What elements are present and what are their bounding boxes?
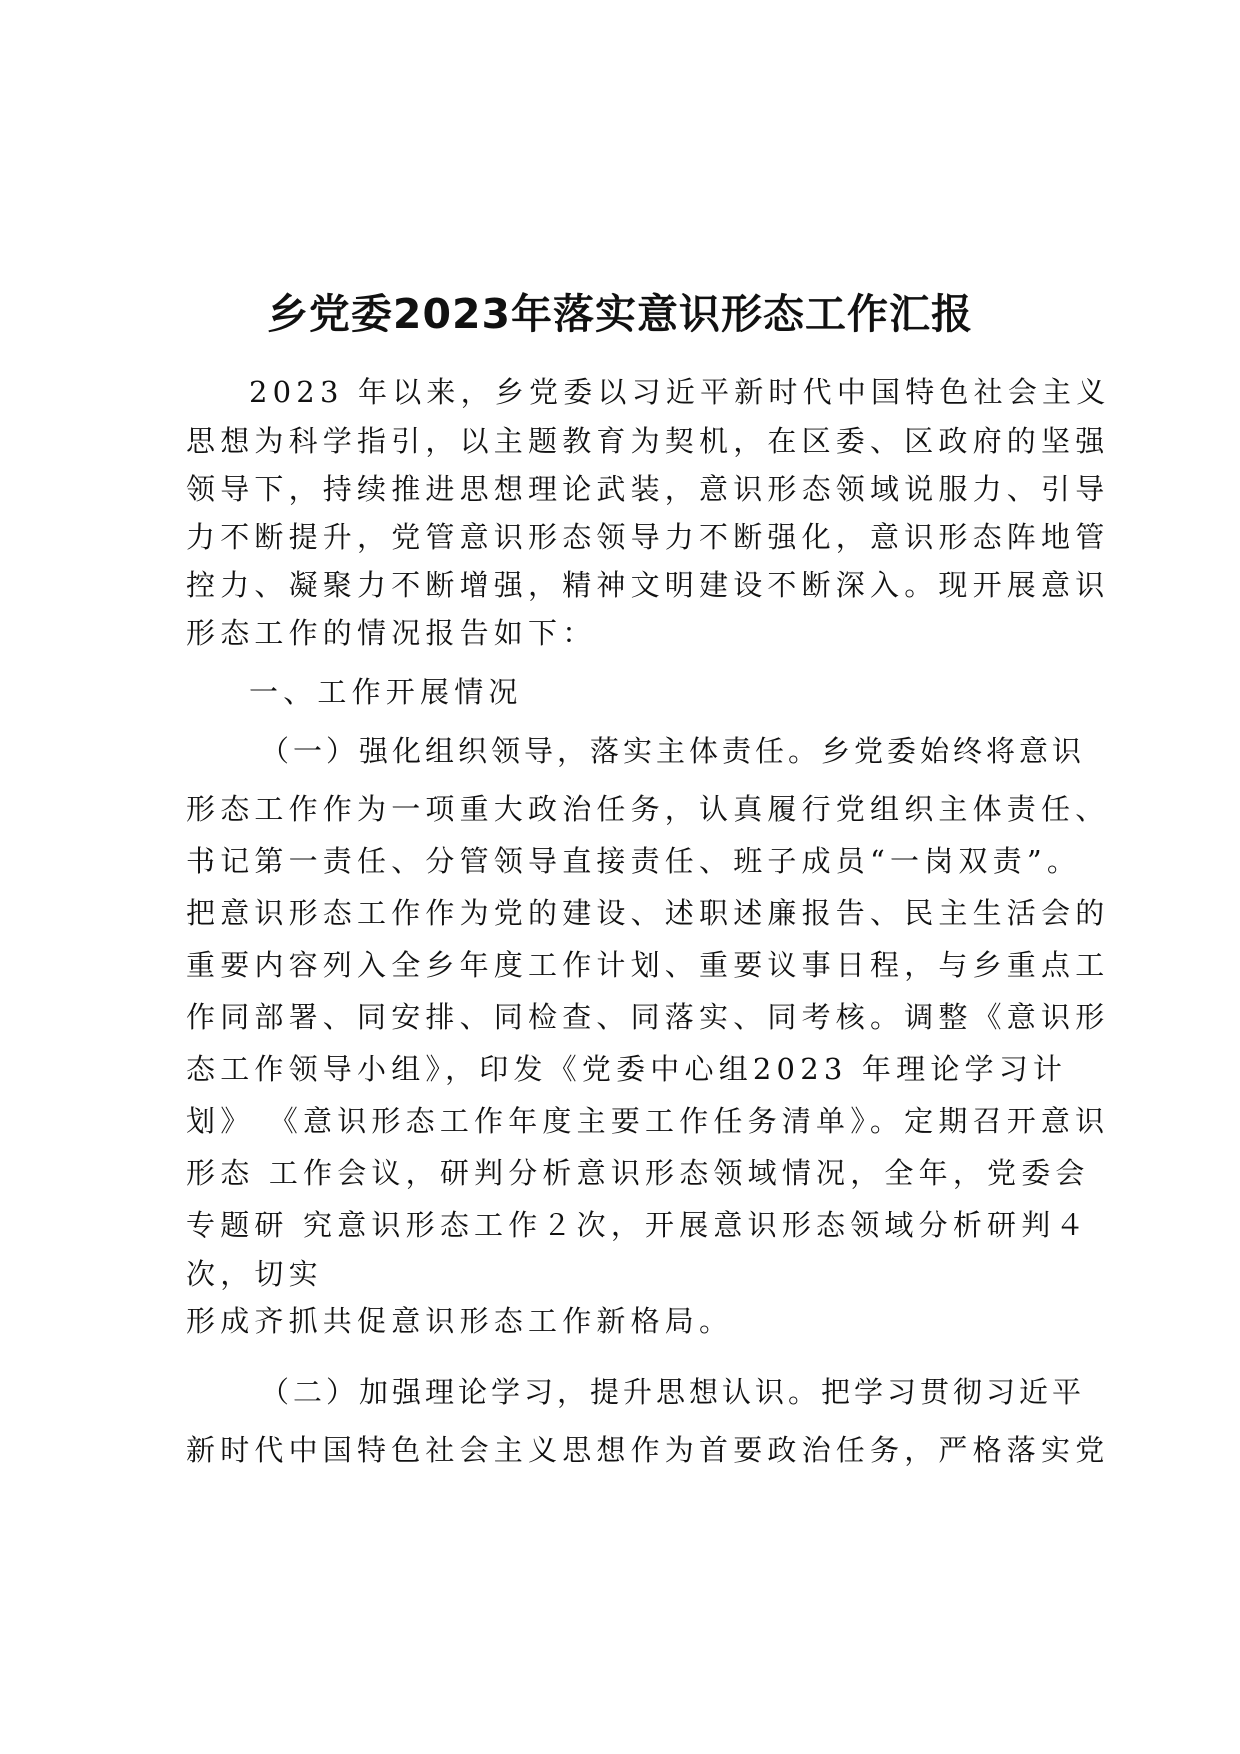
- paragraph-line: （二）加强理论学习，提升思想认识。把学习贯彻习近平: [260, 1375, 1086, 1409]
- paragraph-line: 作同部署、同安排、同检查、同落实、同考核。调整《意识形: [186, 1000, 1110, 1034]
- intro-line: 思想为科学指引，以主题教育为契机，在区委、区政府的坚强: [186, 424, 1110, 458]
- intro-line: 控力、凝聚力不断增强，精神文明建设不断深入。现开展意识: [186, 568, 1110, 602]
- paragraph-line: 重要内容列入全乡年度工作计划、重要议事日程，与乡重点工: [186, 948, 1110, 982]
- intro-line: 力不断提升，党管意识形态领导力不断强化，意识形态阵地管: [186, 520, 1110, 554]
- paragraph-line: 形态 工作会议，研判分析意识形态领域情况，全年，党委会: [186, 1156, 1090, 1190]
- paragraph-line: 次，切实: [186, 1257, 323, 1291]
- paragraph-line: 划》 《意识形态工作年度主要工作任务清单》。定期召开意识: [186, 1104, 1110, 1138]
- paragraph-line: 形成齐抓共促意识形态工作新格局。: [186, 1304, 734, 1338]
- paragraph-line: 专题研 究意识形态工作２次，开展意识形态领域分析研判４: [186, 1208, 1090, 1242]
- intro-line: 形态工作的情况报告如下：: [186, 616, 597, 650]
- paragraph-line: 书记第一责任、分管领导直接责任、班子成员“一岗双责”。: [186, 844, 1082, 878]
- paragraph-line: （一）强化组织领导，落实主体责任。乡党委始终将意识: [260, 734, 1086, 768]
- intro-line: 领导下，持续推进思想理论武装，意识形态领域说服力、引导: [186, 472, 1110, 506]
- paragraph-line: 新时代中国特色社会主义思想作为首要政治任务，严格落实党: [186, 1433, 1110, 1467]
- section-heading: 一、工作开展情况: [249, 675, 523, 709]
- intro-line: 2023 年以来，乡党委以习近平新时代中国特色社会主义: [249, 375, 1111, 409]
- paragraph-line: 形态工作作为一项重大政治任务，认真履行党组织主体责任、: [186, 792, 1110, 826]
- paragraph-line: 把意识形态工作作为党的建设、述职述廉报告、民主生活会的: [186, 896, 1110, 930]
- document-title: 乡党委2023年落实意识形态工作汇报: [266, 290, 974, 338]
- paragraph-line: 态工作领导小组》，印发《党委中心组2023 年理论学习计: [186, 1052, 1068, 1086]
